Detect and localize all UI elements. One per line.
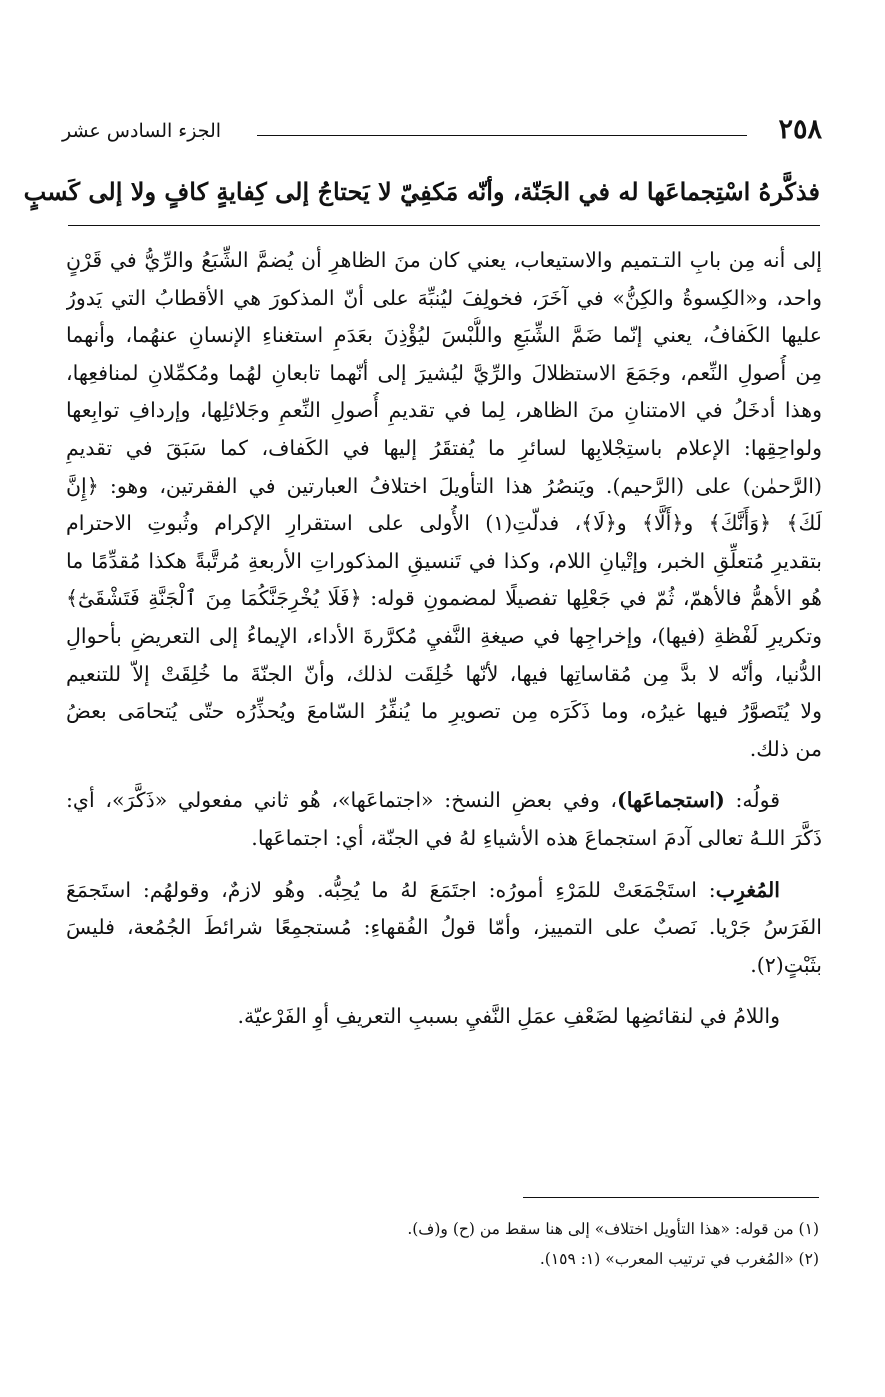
- commentary-line: مِن أُصولِ النِّعم، وجَمَعَ الاستظلالَ والرِّيَّ ليُشيرَ إلى أنّهما تابعانِ لهُما ومُكمِّلانِ لمنافعِها،: [66, 360, 822, 385]
- commentary-line: من ذلك.: [749, 736, 822, 761]
- commentary: [66, 242, 822, 1036]
- commentary-line: بثَبْتٍ(٢).: [750, 952, 822, 977]
- source-quote: : استَجْمَعَتْ للمَرْءِ أمورُه: اجتَمَعَ لهُ ما يُحِبُّه. وهُو لازمٌ، وقولهُم: استَجمَعَ: [66, 877, 716, 902]
- commentary-line: (الرَّحمٰن) على (الرَّحيم). ويَنصُرُ هذا التأويلَ اختلافُ العبارتين في الفقرتين، وهو: ﴿إِنَّ: [66, 473, 822, 498]
- commentary-line: ولا يُتَصوَّرُ فيها غيرُه، وما ذَكَرَه مِن تصويرِ ما يُنفِّرُ السّامعَ ويُحذِّرُه حتّى يُتحامَى بعضُ: [66, 699, 822, 724]
- commentary-paragraph-3: [66, 872, 822, 985]
- footnote-1: (١) من قوله: «هذا التأويل اختلاف» إلى هنا سقط من (ح) و(ف).: [407, 1220, 819, 1238]
- footnote-rule: [523, 1197, 819, 1198]
- commentary-line: هُو الأهمُّ فالأهمّ، ثُمّ في جَعْلِها تفصيلًا لمضمونِ قوله: ﴿فَلَا يُخْرِجَنَّكُمَا مِنَ ٱلْجَنَّةِ فَتَشْقَىٰٓ﴾: [66, 586, 822, 611]
- commentary-line: وتكريرِ لَفْظةِ (فيها)، وإخراجِها في صيغةِ النَّفيِ مُكرَّرةَ الأداء، الإيماءُ إلى التعريضِ بأحوالِ: [66, 623, 822, 648]
- page-header: [62, 112, 822, 152]
- main-text-after: له في الجَنّة، وأنّه مَكفِيّ لا يَحتاجُ إلى كِفايةٍ كافٍ ولا إلى كَسبٍ: [23, 177, 647, 206]
- commentary-line: [66, 872, 822, 910]
- source-title: المُغرِب: [715, 877, 780, 902]
- commentary-paragraph-2: [66, 782, 822, 857]
- main-text-line: [23, 170, 820, 214]
- commentary-line: وهذا أدخَلُ في الامتنانِ منَ الظاهر، لِما في تقديمِ أُصولِ النِّعمِ وجَلائلِها، وإردافِ توابِعها: [66, 398, 822, 423]
- header-title: الجزء السادس عشر: [62, 120, 222, 142]
- page-number: ٢٥٨: [778, 114, 822, 145]
- paragraph-gap: [66, 768, 822, 782]
- main-text-rule: [68, 225, 820, 226]
- paragraph-gap: [66, 858, 822, 872]
- commentary-line: عليها الكَفافُ، يعني إنّما ضَمَّ الشِّبَعِ واللُّبْسَ ليُؤْذِنَ بعَدَمِ استغناءِ الإنسانِ عنهُما، وأنهما: [66, 323, 822, 348]
- commentary-line: ولواحِقِها: الإعلام باستِجْلابِها لسائرِ ما يُفتقَرُ إليها في الكَفاف، كما سَبَقَ في تقديمِ: [66, 435, 822, 460]
- header-rule: [257, 135, 747, 136]
- footnote-2: (٢) «المُغرب في ترتيب المعرب» (١: ١٥٩).: [539, 1250, 819, 1268]
- quoted-term: (استجماعَها): [617, 788, 725, 813]
- commentary-line: [66, 782, 822, 820]
- footnotes: [63, 1214, 819, 1274]
- main-text-highlight: اسْتِجماعَها: [646, 177, 751, 206]
- commentary-line: ذَكَّرَ اللـهُ تعالى آدمَ استجماعَ هذه الأشياءِ لهُ في الجنّة، أي: اجتماعَها.: [251, 825, 822, 850]
- commentary-line: لَكَ﴾ ﴿وَأَنَّكَ﴾ و﴿أَلَّا﴾ و﴿لَا﴾، فدلّتِ(١) الأُولى على استقرارِ الإكرام وثُبوتِ الاحترام: [66, 511, 822, 536]
- commentary-line: بتقديرِ مُتعلِّقِ الخبر، وإتْيانِ اللام، وكذا في تَنسيقِ المذكوراتِ الأربعةِ مُرتَّبةً هكذا مُقدِّمًا ما: [66, 548, 822, 573]
- commentary-line: واللامُ في لنقائضِها لضَعْفِ عمَلِ النَّفيِ بسببِ التعريفِ أوِ الفَرْعيّة.: [237, 1004, 780, 1029]
- commentary-paragraph-4: [66, 998, 822, 1036]
- quote-explanation: ، وفي بعضِ النسخ: «اجتماعَها»، هُو ثاني مفعولي «ذَكَّرَ»، أي:: [66, 788, 618, 813]
- commentary-line: الدُّنيا، وأنّه لا بدَّ مِن مُقاساتِها فيها، لأنّها خُلِقَت لذلك، وأنّ الجنّةَ ما خُلِقَتْ إلاّ للتنعيم: [66, 661, 822, 686]
- commentary-line: إلى أنه مِن بابِ التـتميم والاستيعاب، يعني كان منَ الظاهرِ أن يُضمَّ الشِّبَعُ والرِّيُّ في قَرْنٍ: [66, 248, 822, 272]
- commentary-paragraph-1: [66, 242, 822, 768]
- commentary-line: الفَرَسُ جَرْيا. نَصبٌ على التمييز، وأمّا قولُ الفُقهاءِ: مُستجمِعًا شرائطَ الجُمُعة، فليسَ: [66, 915, 822, 940]
- commentary-line: واحد، و«الكِسوةُ والكِنُّ» في آخَرَ، فخولِفَ ليُنبِّهَ على أنّ المذكورَ هي الأقطابُ التي يَدورُ: [66, 285, 822, 310]
- main-text-before: فذكَّرهُ: [750, 177, 820, 206]
- quote-label: قولُه:: [724, 788, 780, 813]
- paragraph-gap: [66, 984, 822, 998]
